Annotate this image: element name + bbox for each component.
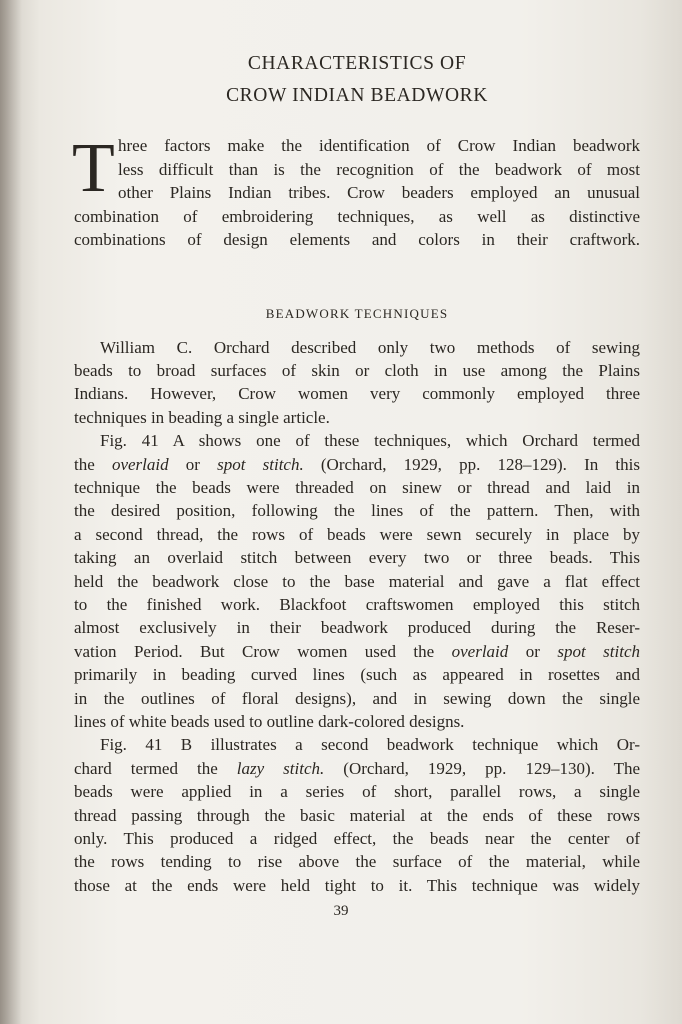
- body-line: lines of white beads used to outline dark-colored designs.: [74, 712, 465, 731]
- body-line: Fig. 41 A shows one of these techniques, which Orchard termed: [100, 431, 640, 451]
- body-line: Indians. However, Crow women very commonly employed three: [74, 384, 640, 404]
- body-line: the rows tending to rise above the surface of the material, while: [74, 852, 640, 872]
- body-line: held the beadwork close to the base material and gave a flat effect: [74, 571, 640, 591]
- italic-term: spot stitch.: [217, 454, 304, 474]
- intro-line: other Plains Indian tribes. Crow beaders employed an unusual: [118, 183, 640, 202]
- text-run: or: [168, 454, 218, 474]
- italic-term: overlaid: [451, 641, 509, 661]
- body-line: thread passing through the basic material at the ends of these rows: [74, 805, 640, 825]
- chapter-title: [74, 48, 640, 112]
- italic-term: overlaid: [111, 454, 169, 474]
- body-text: [74, 336, 640, 898]
- text-run: the: [74, 454, 112, 474]
- body-line: only. This produced a ridged effect, the beads near the center of: [74, 829, 640, 849]
- intro-line: combinations of design elements and colors in their craftwork.: [74, 230, 640, 249]
- book-page: [74, 48, 640, 897]
- chapter-title-line-2: CROW INDIAN BEADWORK: [226, 85, 488, 106]
- body-line: almost exclusively in their beadwork produced during the Reser-: [74, 618, 640, 638]
- body-line: Fig. 41 B illustrates a second beadwork technique which Or-: [100, 735, 640, 755]
- text-run: or: [508, 641, 558, 661]
- text-run: (Orchard, 1929, pp. 128–129). In this: [303, 454, 640, 474]
- intro-line: less difficult than is the recognition of the beadwork of most: [118, 159, 640, 179]
- body-line-with-italics: [74, 640, 640, 663]
- chapter-title-line-1: CHARACTERISTICS OF: [247, 53, 467, 74]
- intro-line: hree factors make the identification of Crow Indian beadwork: [118, 136, 640, 155]
- italic-term: lazy stitch.: [236, 758, 325, 778]
- body-line-with-italics: [74, 757, 640, 780]
- text-run: chard termed the: [74, 758, 237, 778]
- body-line: to the finished work. Blackfoot craftswomen employed this stitch: [74, 594, 640, 614]
- body-line-with-italics: [74, 453, 640, 476]
- page-number: 39: [333, 903, 349, 919]
- section-heading: BEADWORK TECHNIQUES: [265, 305, 449, 321]
- drop-cap: T: [72, 130, 115, 207]
- intro-line: combination of embroidering techniques, as well as distinctive: [74, 206, 640, 226]
- body-line: beads were applied in a series of short, parallel rows, a single: [74, 782, 640, 802]
- text-run: vation Period. But Crow women used the: [74, 641, 452, 661]
- body-line: taking an overlaid stitch between every two or three beads. This: [74, 548, 640, 568]
- body-line: primarily in beading curved lines (such as appeared in rosettes and: [74, 665, 640, 685]
- intro-paragraph: [72, 130, 640, 252]
- body-line: technique the beads were threaded on sinew or thread and laid in: [74, 477, 640, 497]
- body-line: in the outlines of floral designs), and in sewing down the single: [74, 688, 640, 708]
- body-line: a second thread, the rows of beads were sewn securely in place by: [74, 524, 640, 544]
- body-line: techniques in beading a single article.: [74, 407, 330, 427]
- text-run: (Orchard, 1929, pp. 129–130). The: [324, 758, 640, 778]
- body-line: beads to broad surfaces of skin or cloth in use among the Plains: [74, 360, 640, 380]
- body-line: those at the ends were held tight to it. This technique was widely: [74, 875, 640, 895]
- body-line: William C. Orchard described only two methods of sewing: [100, 337, 640, 357]
- italic-term: spot stitch: [557, 641, 640, 661]
- page-gutter-shadow: [0, 0, 22, 1024]
- body-line: the desired position, following the lines of the pattern. Then, with: [74, 501, 640, 521]
